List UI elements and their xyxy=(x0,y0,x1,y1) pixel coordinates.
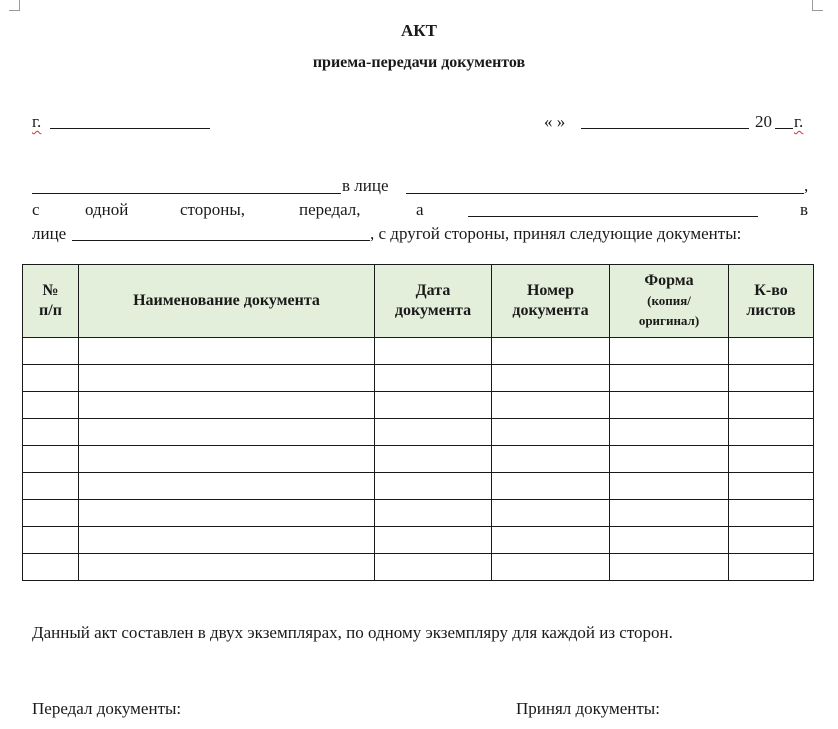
documents-table xyxy=(22,264,814,581)
header-form xyxy=(610,265,729,338)
line2-word-1: с xyxy=(32,200,40,219)
table-cell[interactable] xyxy=(610,365,729,392)
party2-representative-field[interactable] xyxy=(72,240,370,241)
table-cell[interactable] xyxy=(23,446,79,473)
closing-note: Данный акт составлен в двух экземплярах, по одному экземпляру для каждой из сторон. xyxy=(32,623,673,642)
table-cell[interactable] xyxy=(375,473,492,500)
table-row xyxy=(23,527,814,554)
year-prefix: 20 xyxy=(755,112,772,131)
table-row xyxy=(23,419,814,446)
header-number-line2: документа xyxy=(512,302,589,319)
header-num xyxy=(23,265,79,338)
header-date-line1: Дата xyxy=(415,282,451,299)
date-month-field[interactable] xyxy=(581,128,749,129)
table-cell[interactable] xyxy=(23,473,79,500)
table-cell[interactable] xyxy=(375,500,492,527)
table-cell[interactable] xyxy=(23,365,79,392)
line3-start: лице xyxy=(32,224,67,243)
line2-word-3: стороны, xyxy=(180,200,246,219)
table-cell[interactable] xyxy=(375,338,492,365)
table-row xyxy=(23,392,814,419)
table-cell[interactable] xyxy=(492,500,610,527)
header-count xyxy=(729,265,814,338)
header-date-line2: документа xyxy=(394,302,472,319)
table-cell[interactable] xyxy=(492,338,610,365)
in-person-label: в лице xyxy=(342,176,389,195)
table-row xyxy=(23,365,814,392)
header-num-line1: № xyxy=(42,282,59,299)
table-cell[interactable] xyxy=(79,446,375,473)
table-cell[interactable] xyxy=(23,527,79,554)
table-cell[interactable] xyxy=(729,365,814,392)
table-cell[interactable] xyxy=(79,554,375,581)
received-documents-label: Принял документы: xyxy=(516,699,660,718)
table-row xyxy=(23,473,814,500)
page-corner-mark-left xyxy=(9,0,20,11)
table-cell[interactable] xyxy=(23,554,79,581)
header-form-line2: (копия/ xyxy=(647,293,691,308)
header-count-line1: К-во xyxy=(754,282,788,299)
header-date xyxy=(375,265,492,338)
document-title: АКТ xyxy=(401,21,437,40)
line2-word-end: в xyxy=(800,200,809,219)
table-cell[interactable] xyxy=(729,473,814,500)
year-field[interactable] xyxy=(775,128,793,129)
table-cell[interactable] xyxy=(729,338,814,365)
table-cell[interactable] xyxy=(23,392,79,419)
line3-end: , с другой стороны, принял следующие документы: xyxy=(370,224,742,243)
header-form-line3: оригинал) xyxy=(638,313,700,328)
table-cell[interactable] xyxy=(729,392,814,419)
table-cell[interactable] xyxy=(729,527,814,554)
header-count-line2: листов xyxy=(746,302,796,319)
header-name xyxy=(79,265,375,338)
table-cell[interactable] xyxy=(610,527,729,554)
header-num-line2: п/п xyxy=(39,302,62,319)
header-number xyxy=(492,265,610,338)
table-cell[interactable] xyxy=(610,419,729,446)
table-cell[interactable] xyxy=(610,473,729,500)
header-number-line1: Номер xyxy=(526,282,575,299)
header-name-text: Наименование документа xyxy=(133,292,320,309)
table-cell[interactable] xyxy=(492,392,610,419)
party2-name-field[interactable] xyxy=(468,216,758,217)
table-cell[interactable] xyxy=(79,419,375,446)
table-cell[interactable] xyxy=(375,446,492,473)
table-row xyxy=(23,338,814,365)
table-cell[interactable] xyxy=(375,419,492,446)
line2-word-5: а xyxy=(416,200,424,219)
table-cell[interactable] xyxy=(492,419,610,446)
page-corner-mark-right xyxy=(812,0,823,11)
table-cell[interactable] xyxy=(375,365,492,392)
table-cell[interactable] xyxy=(23,338,79,365)
table-cell[interactable] xyxy=(610,392,729,419)
party1-name-field[interactable] xyxy=(32,193,341,194)
table-row xyxy=(23,500,814,527)
table-cell[interactable] xyxy=(375,392,492,419)
table-cell[interactable] xyxy=(610,446,729,473)
year-suffix: г. xyxy=(794,112,804,131)
table-cell[interactable] xyxy=(492,473,610,500)
city-prefix: г. xyxy=(32,112,42,131)
table-body xyxy=(23,338,814,581)
line2-word-2: одной xyxy=(85,200,129,219)
table-cell[interactable] xyxy=(492,554,610,581)
table-cell[interactable] xyxy=(375,554,492,581)
table-row xyxy=(23,446,814,473)
party1-representative-field[interactable] xyxy=(406,193,804,194)
table-row xyxy=(23,554,814,581)
table-cell[interactable] xyxy=(375,527,492,554)
table-cell[interactable] xyxy=(79,365,375,392)
table-cell[interactable] xyxy=(729,554,814,581)
document-subtitle: приема-передачи документов xyxy=(312,54,526,71)
table-cell[interactable] xyxy=(492,527,610,554)
table-cell[interactable] xyxy=(79,338,375,365)
line2-word-4: передал, xyxy=(299,200,361,219)
table-cell[interactable] xyxy=(729,419,814,446)
table-cell[interactable] xyxy=(79,527,375,554)
city-field[interactable] xyxy=(50,128,210,129)
table-cell[interactable] xyxy=(79,500,375,527)
table-cell[interactable] xyxy=(23,419,79,446)
table-header-row xyxy=(23,265,814,338)
header-form-line1: Форма xyxy=(644,272,694,289)
table-cell[interactable] xyxy=(23,500,79,527)
date-quotes: « » xyxy=(544,112,566,131)
line1-comma: , xyxy=(804,176,809,195)
table-cell[interactable] xyxy=(610,338,729,365)
table-cell[interactable] xyxy=(79,392,375,419)
table-cell[interactable] xyxy=(729,446,814,473)
table-cell[interactable] xyxy=(492,365,610,392)
table-cell[interactable] xyxy=(492,446,610,473)
table-cell[interactable] xyxy=(610,500,729,527)
table-cell[interactable] xyxy=(729,500,814,527)
table-cell[interactable] xyxy=(79,473,375,500)
passed-documents-label: Передал документы: xyxy=(32,699,182,718)
table-cell[interactable] xyxy=(610,554,729,581)
